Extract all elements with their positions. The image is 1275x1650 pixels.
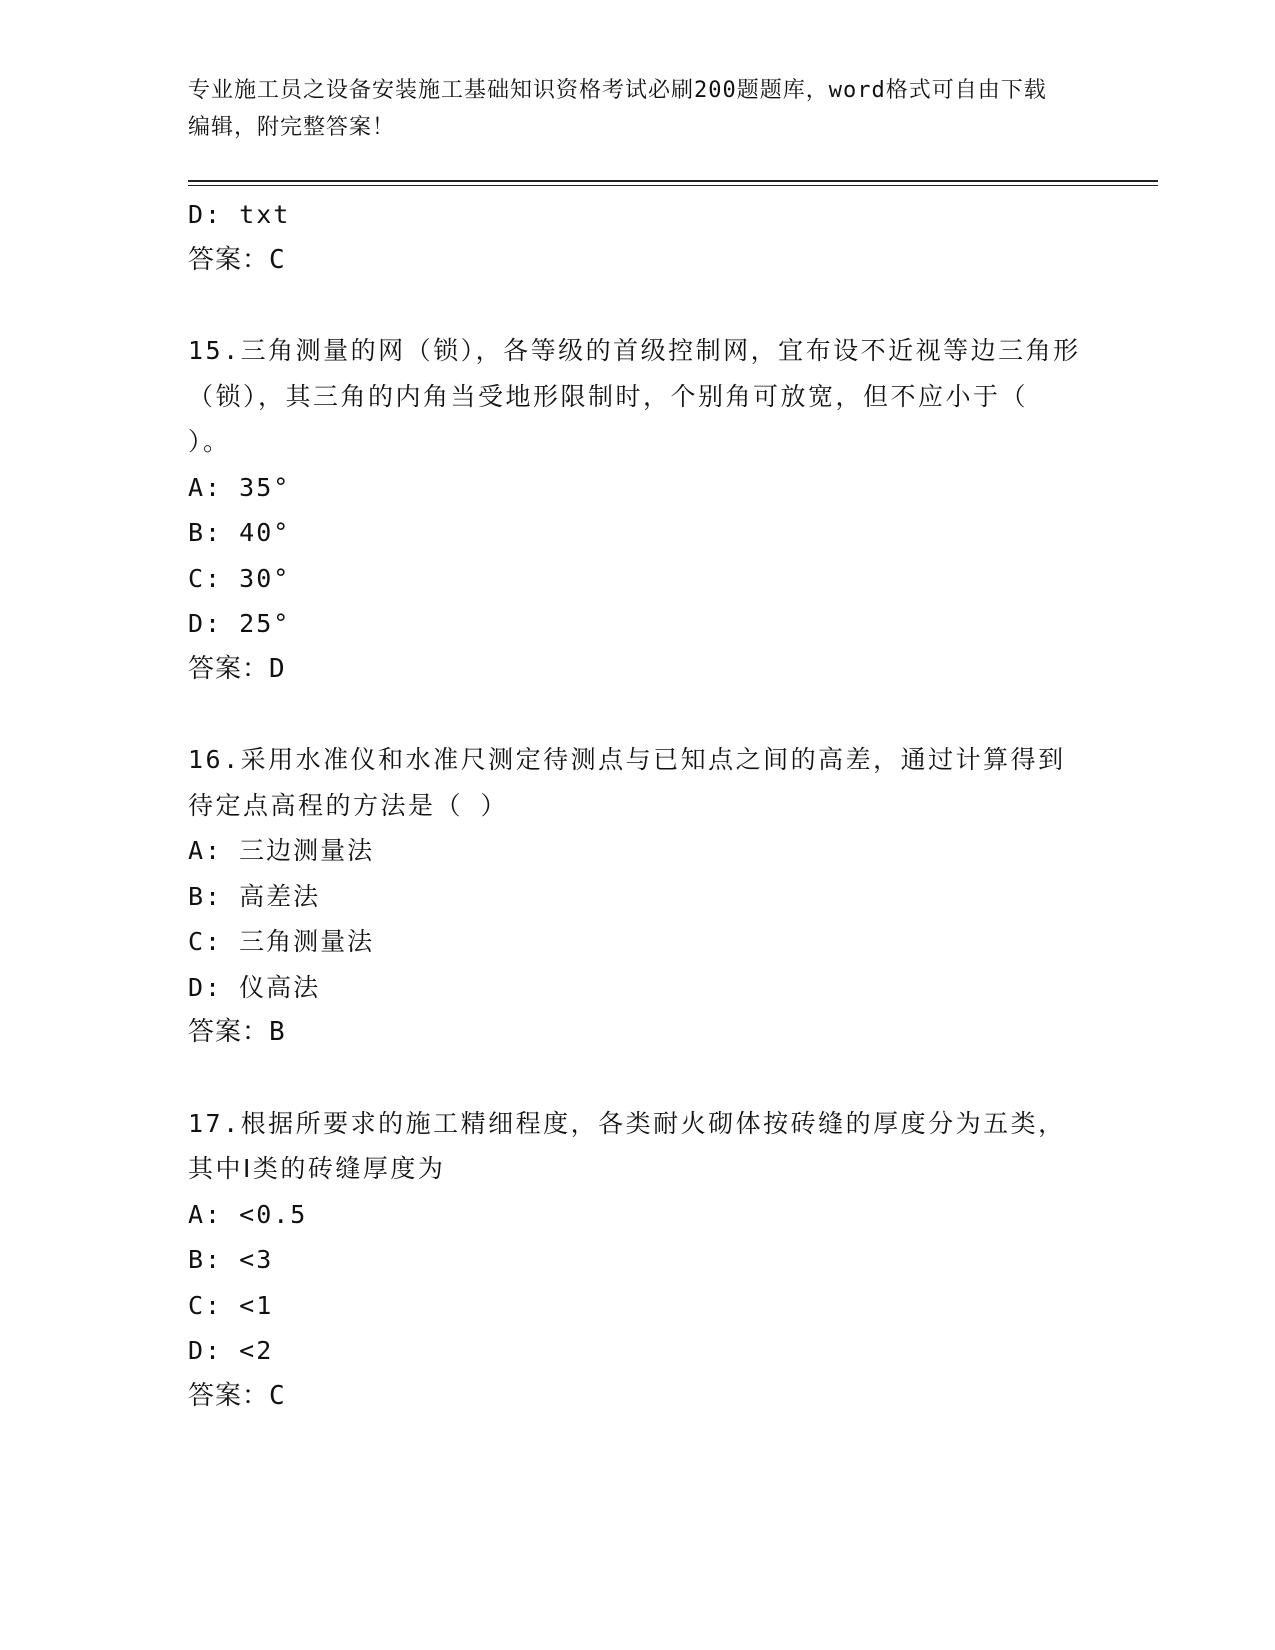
document-header: 专业施工员之设备安装施工基础知识资格考试必刷200题题库，word格式可自由下载编辑，附完整答案！ (188, 78, 1047, 140)
document-page (188, 72, 1158, 1419)
answer: 答案：C (188, 1380, 286, 1411)
option-c: C: <1 (188, 1290, 274, 1320)
question-stem: 16.采用水准仪和水准尺测定待测点与已知点之间的高差，通过计算得到待定点高程的方法是（ ） (188, 745, 1066, 820)
option-b: B: <3 (188, 1245, 274, 1274)
prev-answer: 答案：C (188, 244, 286, 275)
header-divider (188, 180, 1158, 182)
option-c: C: 30° (188, 563, 291, 593)
question-stem: 17.根据所要求的施工精细程度，各类耐火砌体按砖缝的厚度分为五类，其中Ⅰ类的砖缝厚度为 (188, 1108, 1066, 1183)
option-b: B: 高差法 (188, 881, 321, 911)
option-d: D: 仪高法 (188, 972, 321, 1002)
document-content (188, 192, 1158, 1419)
option-a: A: 35° (188, 472, 291, 502)
answer: 答案：D (188, 653, 286, 684)
answer: 答案：B (188, 1017, 286, 1047)
option-b: B: 40° (188, 518, 291, 547)
option-c: C: 三角测量法 (188, 927, 375, 956)
question-16 (188, 737, 1158, 1056)
question-17 (188, 1101, 1158, 1420)
question-stem: 15.三角测量的网（锁），各等级的首级控制网，宜布设不近视等边三角形（锁），其三角的内角当受地形限制时，个别角可放宽，但不应小于（ ）。 (188, 336, 1081, 456)
prev-option-d: D: txt (188, 200, 291, 229)
option-d: D: 25° (188, 609, 291, 638)
option-a: A: 三边测量法 (188, 836, 375, 865)
option-d: D: <2 (188, 1336, 274, 1365)
option-a: A: <0.5 (188, 1199, 308, 1229)
question-15 (188, 328, 1158, 692)
